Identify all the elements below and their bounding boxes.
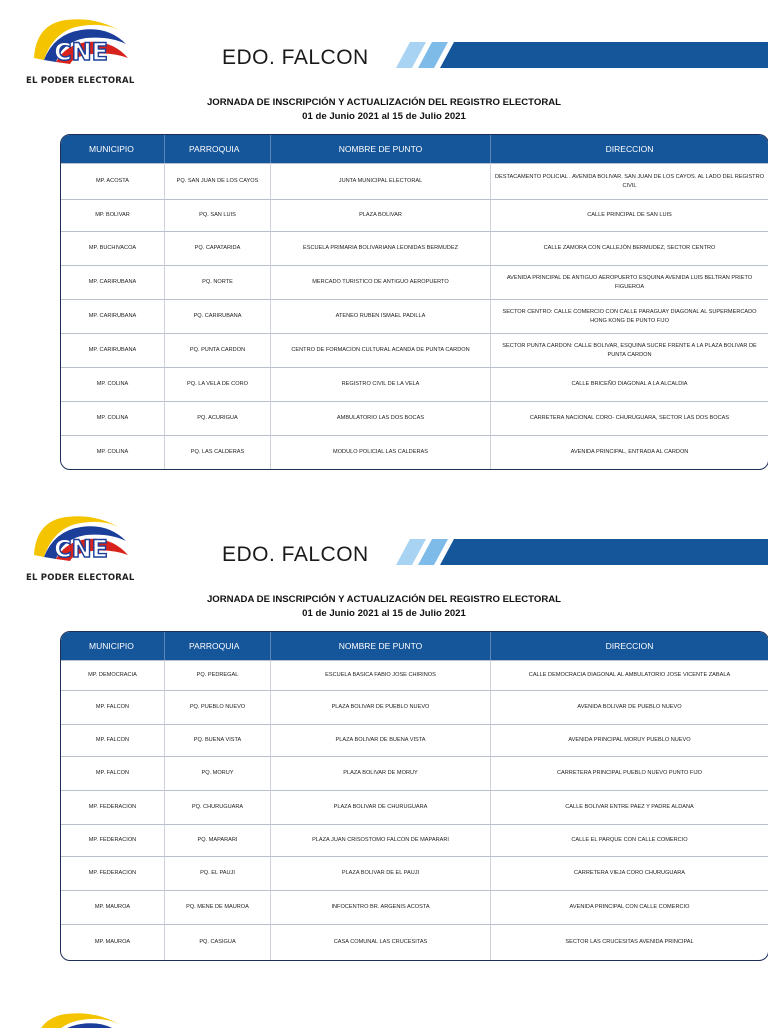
table-row — [61, 401, 768, 435]
cell-nombre-de-punto: INFOCENTRO BR. ARGENIS ACOSTA — [271, 890, 491, 924]
cell-nombre-de-punto: ATENEO RUBEN ISMAEL PADILLA — [271, 299, 491, 333]
cell-nombre-de-punto: CENTRO DE FORMACION CULTURAL ACANDA DE PUNTA CARDON — [271, 333, 491, 367]
section-1 — [0, 0, 768, 480]
cell-nombre-de-punto: REGISTRO CIVIL DE LA VELA — [271, 367, 491, 401]
cell-municipio: MP. FEDERACION — [61, 824, 165, 856]
cell-nombre-de-punto: PLAZA BOLIVAR DE BUENA VISTA — [271, 724, 491, 756]
cell-direccion: AVENIDA PRINCIPAL CON CALLE COMERCIO — [491, 890, 768, 924]
doc-title: JORNADA DE INSCRIPCIÓN Y ACTUALIZACIÓN DEL REGISTRO ELECTORAL — [206, 97, 562, 108]
cell-direccion: SECTOR PUNTA CARDON: CALLE BOLIVAR, ESQUINA SUCRE FRENTE A LA PLAZA BOLIVAR DE PUNTA CARDON — [491, 333, 768, 367]
cell-direccion: CARRETERA VIEJA CORO CHURUGUARA — [491, 856, 768, 890]
cell-direccion: CALLE PRINCIPAL DE SAN LUIS — [491, 199, 768, 231]
table-row — [61, 756, 768, 790]
table-row — [61, 333, 768, 367]
cell-nombre-de-punto: PLAZA BOLIVAR DE MORUY — [271, 756, 491, 790]
cell-municipio: MP. FEDERACION — [61, 790, 165, 824]
cne-logo-icon — [26, 511, 136, 571]
cell-municipio: MP. FALCON — [61, 690, 165, 724]
cell-direccion: CALLE ZAMORA CON CALLEJÓN BERMUDEZ, SECTOR CENTRO — [491, 231, 768, 265]
header-nombre-de-punto: NOMBRE DE PUNTO — [271, 135, 491, 163]
header-parroquia: PARROQUIA — [165, 135, 271, 163]
table-body — [61, 660, 768, 960]
cell-municipio: MP. ACOSTA — [61, 163, 165, 199]
cne-logo-icon — [26, 1008, 136, 1028]
cell-nombre-de-punto: ESCUELA PRIMARIA BOLIVARIANA LEONIDAS BERMUDEZ — [271, 231, 491, 265]
cell-nombre-de-punto: CASA COMUNAL LAS CRUCESITAS — [271, 924, 491, 960]
cell-direccion: AVENIDA PRINCIPAL MORUY PUEBLO NUEVO — [491, 724, 768, 756]
table-row — [61, 660, 768, 690]
cell-parroquia: PQ. PUEBLO NUEVO — [165, 690, 271, 724]
table-row — [61, 265, 768, 299]
cell-parroquia: PQ. PUNTA CARDON — [165, 333, 271, 367]
header-nombre-de-punto: NOMBRE DE PUNTO — [271, 632, 491, 660]
table-row — [61, 299, 768, 333]
cell-parroquia: PQ. MORUY — [165, 756, 271, 790]
header-parroquia: PARROQUIA — [165, 632, 271, 660]
cell-nombre-de-punto: MODULO POLICIAL LAS CALDERAS — [271, 435, 491, 469]
cell-municipio: MP. COLINA — [61, 435, 165, 469]
cell-parroquia: PQ. CHURUGUARA — [165, 790, 271, 824]
cell-parroquia: PQ. EL PAUJI — [165, 856, 271, 890]
table-row — [61, 890, 768, 924]
cell-parroquia: PQ. LAS CALDERAS — [165, 435, 271, 469]
cell-parroquia: PQ. NORTE — [165, 265, 271, 299]
cell-nombre-de-punto: MERCADO TURISTICO DE ANTIGUO AEROPUERTO — [271, 265, 491, 299]
logo-lettering: CNE — [53, 535, 109, 563]
table-row — [61, 199, 768, 231]
cell-parroquia: PQ. CARIRUBANA — [165, 299, 271, 333]
cell-parroquia: PQ. MAPARARI — [165, 824, 271, 856]
table-header-row — [61, 632, 768, 660]
cell-direccion: CALLE BRICEÑO DIAGONAL A LA ALCALDIA — [491, 367, 768, 401]
header-direccion: DIRECCION — [491, 135, 768, 163]
doc-title: JORNADA DE INSCRIPCIÓN Y ACTUALIZACIÓN DEL REGISTRO ELECTORAL — [206, 594, 562, 605]
doc-subtitle: 01 de Junio 2021 al 15 de Julio 2021 — [302, 111, 466, 122]
table-row — [61, 367, 768, 401]
cell-nombre-de-punto: ESCUELA BASICA FABIO JOSE CHIRINOS — [271, 660, 491, 690]
cell-municipio: MP. DEMOCRACIA — [61, 660, 165, 690]
logo-subtitle: EL PODER ELECTORAL — [26, 76, 135, 86]
cell-municipio: MP. COLINA — [61, 401, 165, 435]
cell-parroquia: PQ. MENE DE MAUROA — [165, 890, 271, 924]
cell-parroquia: PQ. CAPATARIDA — [165, 231, 271, 265]
cell-direccion: DESTACAMENTO POLICIAL . AVENIDA BOLIVAR. SAN JUAN DE LOS CAYOS. AL LADO DEL REGISTRO CIVIL — [491, 163, 768, 199]
decorative-stripes — [396, 42, 768, 68]
table-row — [61, 435, 768, 469]
table-row — [61, 924, 768, 960]
header-direccion: DIRECCION — [491, 632, 768, 660]
cell-municipio: MP. CARIRUBANA — [61, 333, 165, 367]
cell-direccion: CALLE DEMOCRACIA DIAGONAL AL AMBULATORIO JOSE VICENTE ZABALA — [491, 660, 768, 690]
cell-municipio: MP. COLINA — [61, 367, 165, 401]
table-row — [61, 231, 768, 265]
cell-municipio: MP. BOLIVAR — [61, 199, 165, 231]
cell-parroquia: PQ. LA VELA DE CORO — [165, 367, 271, 401]
cne-logo-icon — [26, 14, 136, 74]
cell-parroquia: PQ. SAN LUIS — [165, 199, 271, 231]
table-row — [61, 856, 768, 890]
section-2 — [0, 497, 768, 977]
cell-parroquia: PQ. BUENA VISTA — [165, 724, 271, 756]
table-row — [61, 790, 768, 824]
cell-direccion: AVENIDA PRINCIPAL DE ANTIGUO AEROPUERTO ESQUINA AVENIDA LUIS BELTRAN PRIETO FIGUEROA — [491, 265, 768, 299]
cell-nombre-de-punto: PLAZA JUAN CRISOSTOMO FALCON DE MAPARARI — [271, 824, 491, 856]
cell-nombre-de-punto: JUNTA MUNICIPAL ELECTORAL — [271, 163, 491, 199]
table-row — [61, 724, 768, 756]
table-row — [61, 824, 768, 856]
cell-nombre-de-punto: PLAZA BOLIVAR DE CHURUGUARA — [271, 790, 491, 824]
cell-parroquia: PQ. PEDREGAL — [165, 660, 271, 690]
cell-parroquia: PQ. CASIGUA — [165, 924, 271, 960]
cell-direccion: AVENIDA BOLIVAR DE PUEBLO NUEVO — [491, 690, 768, 724]
table-row — [61, 163, 768, 199]
points-table — [60, 134, 768, 470]
state-title: EDO. FALCON — [222, 543, 369, 566]
table-row — [61, 690, 768, 724]
cell-nombre-de-punto: PLAZA BOLIVAR DE EL PAUJI — [271, 856, 491, 890]
cell-direccion: SECTOR CENTRO: CALLE COMERCIO CON CALLE PARAGUAY DIAGONAL AL SUPERMERCADO HONG KONG DE PUNTO FIJO — [491, 299, 768, 333]
cell-nombre-de-punto: PLAZA BOLIVAR — [271, 199, 491, 231]
header-municipio: MUNICIPIO — [61, 135, 165, 163]
table-body — [61, 163, 768, 469]
doc-subtitle: 01 de Junio 2021 al 15 de Julio 2021 — [302, 608, 466, 619]
table-header-row — [61, 135, 768, 163]
decorative-stripes — [396, 539, 768, 565]
cell-direccion: AVENIDA PRINCIPAL, ENTRADA AL CARDON — [491, 435, 768, 469]
cell-municipio: MP. FALCON — [61, 724, 165, 756]
cne-logo-partial — [26, 1008, 136, 1028]
cell-direccion: CALLE BOLIVAR ENTRE PAEZ Y PADRE ALDANA — [491, 790, 768, 824]
cell-municipio: MP. CARIRUBANA — [61, 265, 165, 299]
header-municipio: MUNICIPIO — [61, 632, 165, 660]
cell-direccion: CALLE EL PARQUE CON CALLE COMERCIO — [491, 824, 768, 856]
cell-parroquia: PQ. ACURIGUA — [165, 401, 271, 435]
cell-direccion: CARRETERA NACIONAL CORO- CHURUGUARA, SECTOR LAS DOS BOCAS — [491, 401, 768, 435]
cell-parroquia: PQ. SAN JUAN DE LOS CAYOS — [165, 163, 271, 199]
cell-municipio: MP. BUCHIVACOA — [61, 231, 165, 265]
cell-direccion: SECTOR LAS CRUCESITAS AVENIDA PRINCIPAL — [491, 924, 768, 960]
logo-lettering: CNE — [53, 38, 109, 66]
cell-municipio: MP. FEDERACION — [61, 856, 165, 890]
cell-nombre-de-punto: PLAZA BOLIVAR DE PUEBLO NUEVO — [271, 690, 491, 724]
cell-nombre-de-punto: AMBULATORIO LAS DOS BOCAS — [271, 401, 491, 435]
cell-municipio: MP. MAUROA — [61, 890, 165, 924]
cell-municipio: MP. CARIRUBANA — [61, 299, 165, 333]
state-title: EDO. FALCON — [222, 46, 369, 69]
cell-municipio: MP. MAUROA — [61, 924, 165, 960]
points-table — [60, 631, 768, 961]
cell-municipio: MP. FALCON — [61, 756, 165, 790]
logo-subtitle: EL PODER ELECTORAL — [26, 573, 135, 583]
cell-direccion: CARRETERA PRINCIPAL PUEBLO NUEVO PUNTO FIJO — [491, 756, 768, 790]
